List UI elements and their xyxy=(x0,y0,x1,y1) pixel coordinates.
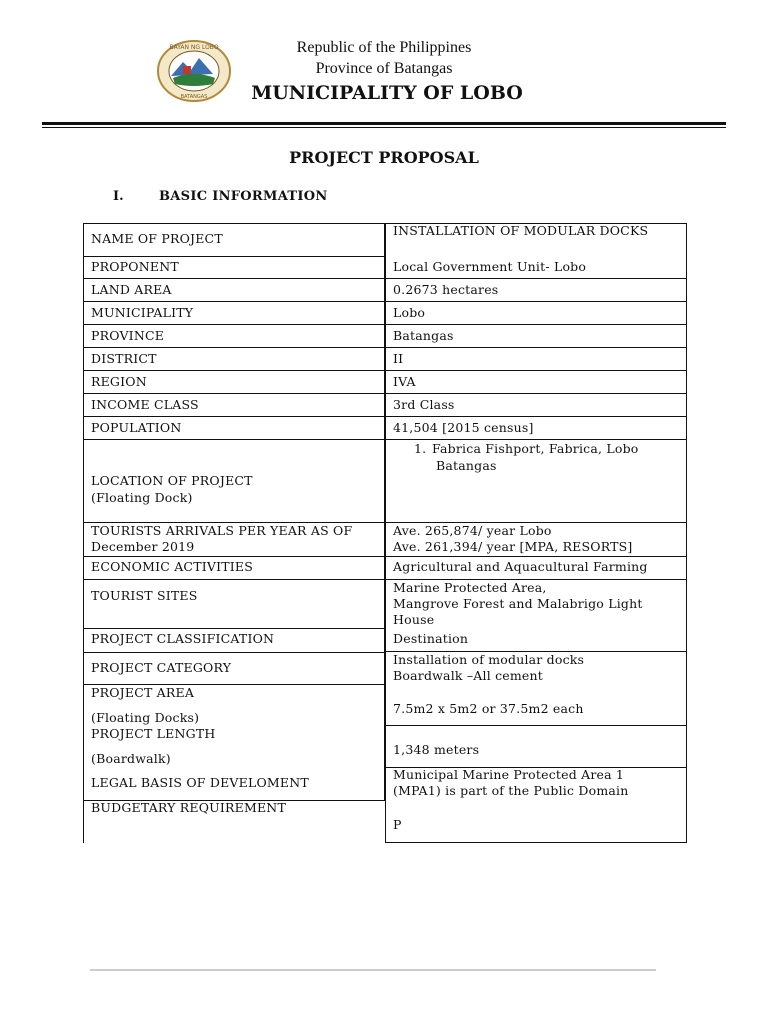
label-project-classification: PROJECT CLASSIFICATION xyxy=(91,631,275,646)
label-proponent: PROPONENT xyxy=(91,259,179,274)
seal-top-text: BAYAN NG LOBO xyxy=(169,44,219,51)
label-project-category: PROJECT CATEGORY xyxy=(91,660,232,675)
value-project-area: 7.5m2 x 5m2 or 37.5m2 each xyxy=(393,701,584,716)
label-tourist-sites: TOURIST SITES xyxy=(91,588,198,603)
value-location-line1: Fabrica Fishport, Fabrica, Lobo xyxy=(432,441,639,456)
header-republic: Republic of the Philippines xyxy=(296,39,472,56)
value-economic-activities: Agricultural and Aquacultural Farming xyxy=(393,559,648,574)
document-title: PROJECT PROPOSAL xyxy=(289,148,479,167)
value-project-classification: Destination xyxy=(393,631,469,646)
label-location-sub: (Floating Dock) xyxy=(91,490,193,505)
label-income-class: INCOME CLASS xyxy=(91,397,199,412)
value-location-number: 1. xyxy=(414,441,427,456)
label-population: POPULATION xyxy=(91,420,182,435)
label-region: REGION xyxy=(91,374,147,389)
value-population: 41,504 [2015 census] xyxy=(393,420,534,435)
label-project-length: PROJECT LENGTH xyxy=(91,726,216,741)
label-budgetary-requirement: BUDGETARY REQUIREMENT xyxy=(91,800,286,815)
label-location: LOCATION OF PROJECT xyxy=(91,473,253,488)
value-budgetary-requirement: P xyxy=(393,817,402,832)
header-municipality: MUNICIPALITY OF LOBO xyxy=(251,82,523,104)
label-project-length-sub: (Boardwalk) xyxy=(91,751,171,766)
value-land-area: 0.2673 hectares xyxy=(393,282,499,297)
value-region: IVA xyxy=(393,374,416,389)
value-district: II xyxy=(393,351,404,366)
header-province: Province of Batangas xyxy=(315,60,453,77)
label-economic-activities: ECONOMIC ACTIVITIES xyxy=(91,559,253,574)
value-income-class: 3rd Class xyxy=(393,397,455,412)
label-name-of-project: NAME OF PROJECT xyxy=(91,231,223,246)
value-legal-basis-2: (MPA1) is part of the Public Domain xyxy=(393,783,629,798)
section-number: I. xyxy=(113,189,124,204)
header-rule-thick xyxy=(42,122,726,125)
value-name-of-project: INSTALLATION OF MODULAR DOCKS xyxy=(393,223,649,238)
label-project-area-sub: (Floating Docks) xyxy=(91,710,200,725)
value-tourist-sites-2: Mangrove Forest and Malabrigo Light xyxy=(393,596,643,611)
label-tourist-arrivals-2: December 2019 xyxy=(91,539,195,554)
value-tourist-sites-3: House xyxy=(393,612,435,627)
label-district: DISTRICT xyxy=(91,351,157,366)
value-tourist-sites-1: Marine Protected Area, xyxy=(393,580,547,595)
label-legal-basis: LEGAL BASIS OF DEVELOMENT xyxy=(91,775,309,790)
header-rule-thin xyxy=(42,127,726,128)
value-tourist-arrivals-1: Ave. 265,874/ year Lobo xyxy=(393,523,552,538)
footer-divider xyxy=(90,969,656,971)
value-province: Batangas xyxy=(393,328,454,343)
value-project-category-2: Boardwalk –All cement xyxy=(393,668,544,683)
label-land-area: LAND AREA xyxy=(91,282,172,297)
label-tourist-arrivals-1: TOURISTS ARRIVALS PER YEAR AS OF xyxy=(91,523,353,538)
label-municipality: MUNICIPALITY xyxy=(91,305,194,320)
value-legal-basis-1: Municipal Marine Protected Area 1 xyxy=(393,767,625,782)
value-proponent: Local Government Unit- Lobo xyxy=(393,259,587,274)
section-title: BASIC INFORMATION xyxy=(159,189,328,204)
seal-bottom-text: BATANGAS xyxy=(180,94,208,100)
value-municipality: Lobo xyxy=(393,305,426,320)
label-project-area: PROJECT AREA xyxy=(91,685,195,700)
value-project-category-1: Installation of modular docks xyxy=(393,652,585,667)
label-province: PROVINCE xyxy=(91,328,165,343)
value-location-line2: Batangas xyxy=(436,458,497,473)
value-project-length: 1,348 meters xyxy=(393,742,480,757)
value-tourist-arrivals-2: Ave. 261,394/ year [MPA, RESORTS] xyxy=(393,539,633,554)
